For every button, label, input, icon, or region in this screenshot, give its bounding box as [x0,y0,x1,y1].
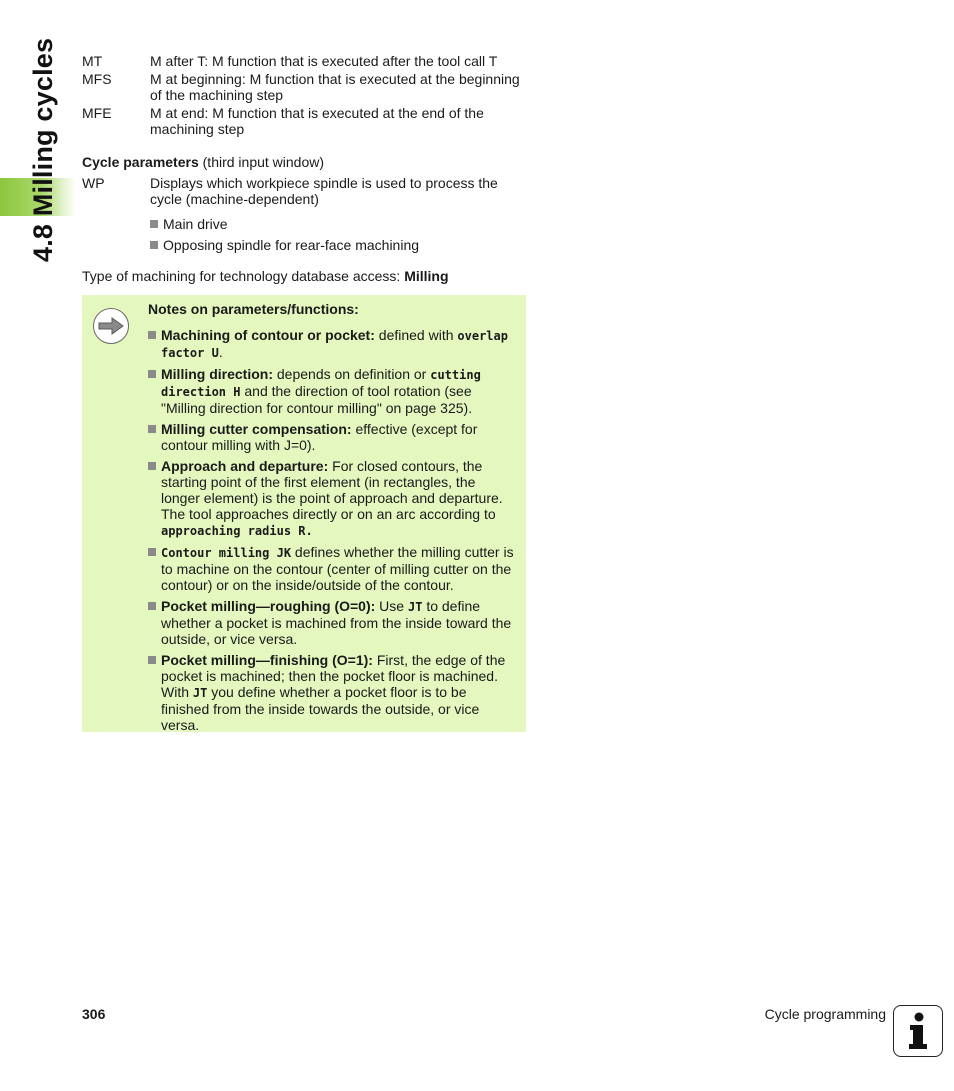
note-plain: depends on definition or [273,366,431,382]
list-item [148,598,516,647]
def-row-mfs [82,71,522,103]
note-plain: to define whether a pocket is machined from the inside toward the outside, or vice versa. [161,598,512,647]
bullet-square-icon [150,220,158,228]
def-desc: M after T: M function that is executed after the tool call T [150,53,498,69]
arrow-right-icon [93,308,129,344]
note-bold: Machining of contour or pocket: [161,327,375,343]
technology-line [82,268,449,284]
def-desc: M at beginning: M function that is executed at the beginning of the machining step [150,71,520,103]
note-code: JT [192,686,208,700]
note-text [161,544,516,593]
list-item [150,237,530,253]
list-item [148,421,516,453]
option-text: Opposing spindle for rear-face machining [163,237,420,253]
def-term: MFS [82,71,112,87]
list-item [148,327,516,361]
bullet-square-icon [148,462,156,470]
note-text [161,652,516,733]
note-code: overlap factor U [161,329,508,360]
note-code: Contour milling JK [161,546,292,560]
list-item [148,366,516,416]
m-function-list [82,53,522,139]
bullet-square-icon [148,331,156,339]
note-text [161,458,516,539]
chapter-title: 4.8 Milling cycles [28,37,58,262]
bullet-square-icon [148,370,156,378]
def-desc: Displays which workpiece spindle is used to process the cycle (machine-dependent) [150,175,498,207]
list-item [150,216,530,232]
notes-content [148,301,516,738]
list-item [148,458,516,539]
list-item [148,544,516,593]
def-row-mfe [82,105,522,137]
info-icon [893,1005,943,1057]
def-term: MT [82,53,103,69]
def-term: MFE [82,105,112,121]
note-text [161,366,516,416]
note-code: cutting direction H [161,368,481,399]
note-code: approaching radius R. [161,524,313,538]
heading-bold: Cycle parameters [82,154,199,170]
note-plain: . [218,344,223,360]
def-term: WP [82,175,105,191]
note-plain: defines whether the milling cutter is to machine on the contour (center of milling cutter on the contour) or on the inside/outside of the contour. [161,544,514,593]
notes-box [82,295,526,732]
heading-rest: (third input window) [198,154,325,170]
def-row-mt [82,53,522,69]
bullet-square-icon [148,656,156,664]
note-plain: you define whether a pocket floor is to be finished from the inside towards the outside, or vice versa. [161,684,480,733]
wp-definition [82,175,522,209]
note-plain: Use [375,598,408,614]
page-number: 306 [82,1006,106,1022]
bullet-square-icon [148,425,156,433]
note-plain: First, the edge of the pocket is machined; then the pocket floor is machined. With [161,652,506,700]
def-row-wp [82,175,522,207]
wp-options [150,216,530,258]
note-text [161,327,516,361]
note-plain: effective (except for contour milling with J=0). [161,421,478,453]
note-bold: Pocket milling—finishing (O=1): [161,652,373,668]
bullet-square-icon [148,602,156,610]
note-plain: and the direction of tool rotation (see "Milling direction for contour milling" on page 325). [161,383,473,416]
bullet-square-icon [150,241,158,249]
note-code: JT [407,600,423,614]
list-item [148,652,516,733]
note-bold: Approach and departure: [161,458,329,474]
note-text [161,598,516,647]
notes-title: Notes on parameters/functions: [148,301,359,317]
bullet-square-icon [148,548,156,556]
note-bold: Pocket milling—roughing (O=0): [161,598,376,614]
note-plain: For closed contours, the starting point of the first element (in rectangles, the longer element) is the point of approach and departure. The tool approaches directly or on an arc according to [161,458,503,522]
note-text [161,421,516,453]
cycle-parameters-heading [82,154,324,170]
def-desc: M at end: M function that is executed at the end of the machining step [150,105,484,137]
technology-value: Milling [404,268,449,284]
note-bold: Milling cutter compensation: [161,421,352,437]
note-plain: defined with [374,327,458,343]
note-bold: Milling direction: [161,366,273,382]
technology-prefix: Type of machining for technology database access: [82,268,405,284]
option-text: Main drive [163,216,228,232]
chapter-footer: Cycle programming [764,1006,886,1022]
